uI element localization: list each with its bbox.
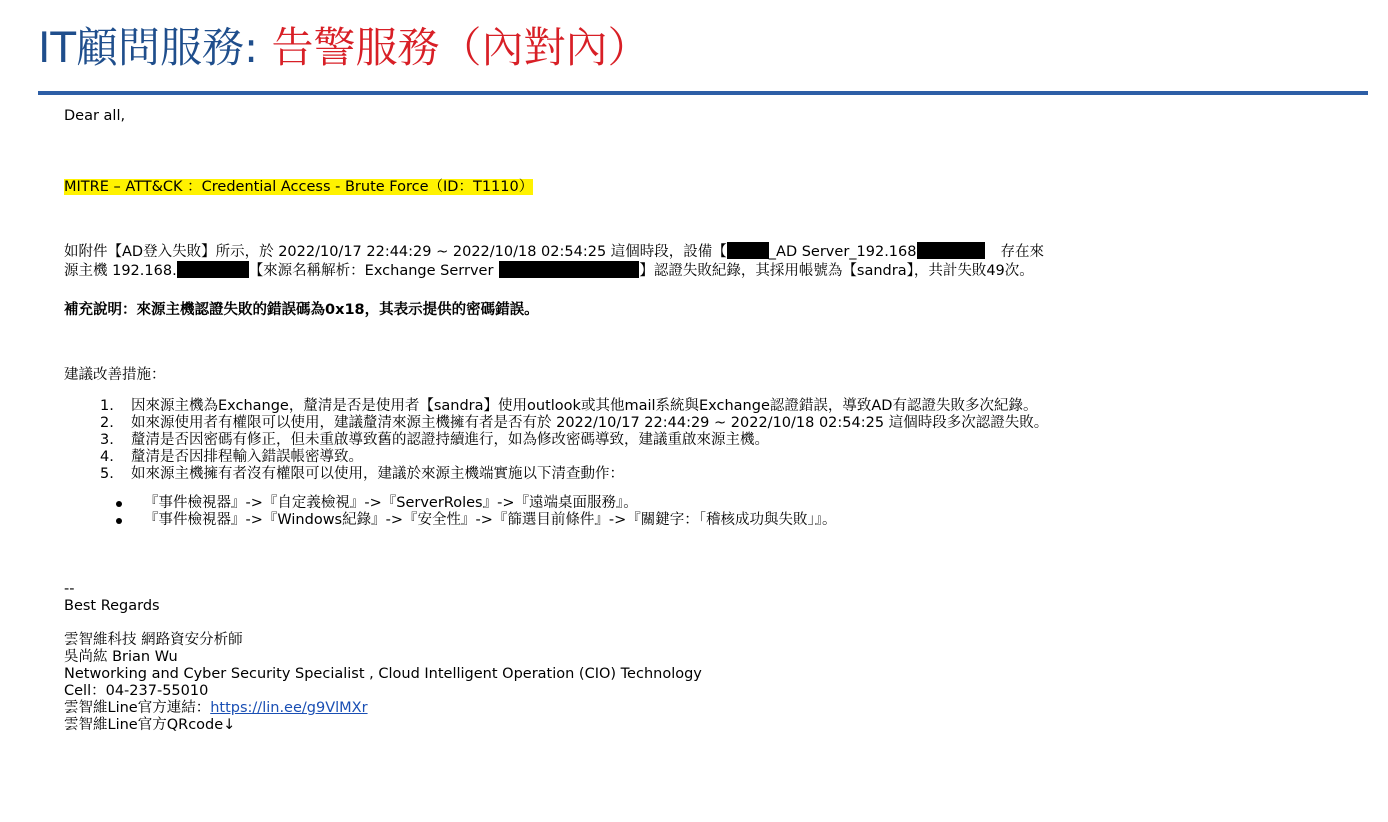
- redaction-block: [727, 242, 769, 259]
- title-highlight: 告警服務（內對內）: [271, 23, 650, 72]
- incident-line-1: [64, 242, 1374, 261]
- line-label: 雲智維Line官方連結：: [64, 700, 211, 716]
- signature-title-en: Networking and Cyber Security Specialist , Cloud Intelligent Operation (CIO) Technology: [64, 666, 702, 682]
- redaction-block: [917, 242, 985, 259]
- list-item: 『事件檢視器』->『Windows紀錄』->『安全性』->『篩選目前條件』->『關鍵字：「稽核成功與失敗」』。: [64, 512, 1374, 529]
- title-prefix: IT顧問服務:: [38, 23, 272, 72]
- signature-name: 吳尚紘 Brian Wu: [64, 649, 178, 665]
- redaction-block: [177, 261, 249, 278]
- email-body: [64, 108, 1374, 734]
- incident-text-3: 存在來: [1000, 244, 1044, 260]
- bullet-icon: [116, 518, 122, 524]
- list-item: 3. 釐清是否因密碼有修正，但未重啟導致舊的認證持續進行，如為修改密碼導致，建議重啟來源主機。: [100, 432, 769, 448]
- supplement-note: 補充說明：來源主機認證失敗的錯誤碼為0x18，其表示提供的密碼錯誤。: [64, 302, 539, 318]
- redaction-block: [499, 261, 639, 278]
- mitre-highlight: MITRE – ATT&CK ：Credential Access - Brute Force（ID：T1110）: [64, 179, 534, 195]
- signature-dashes: --: [64, 581, 75, 597]
- bullet-icon: [116, 501, 122, 507]
- list-item: 2. 如來源使用者有權限可以使用，建議釐清來源主機擁有者是否有於 2022/10/17 22:44:29 ~ 2022/10/18 02:54:25 這個時段多次認證失敗。: [100, 415, 1049, 431]
- greeting: Dear all,: [64, 108, 126, 124]
- mitre-line: [64, 179, 1374, 196]
- suggestions-list: [64, 398, 1374, 483]
- incident-line-2: [64, 261, 1374, 280]
- incident-text-4: 源主機 192.168.: [64, 263, 177, 279]
- line-link[interactable]: https://lin.ee/g9VlMXr: [210, 700, 368, 716]
- list-item: 5. 如來源主機擁有者沒有權限可以使用，建議於來源主機端實施以下清查動作：: [100, 466, 624, 482]
- signature-qr-label: 雲智維Line官方QRcode↓: [64, 717, 236, 733]
- signature-company-role: 雲智維科技 網路資安分析師: [64, 632, 243, 648]
- signature-cell: Cell：04-237-55010: [64, 683, 209, 699]
- incident-text-5: 【來源名稱解析：Exchange Serrver: [248, 263, 494, 279]
- incident-paragraph: [64, 242, 1374, 280]
- page-title: [38, 18, 650, 78]
- check-actions-list: [64, 495, 1374, 529]
- list-item: 1. 因來源主機為Exchange，釐清是否是使用者【sandra】使用outlook或其他mail系統與Exchange認證錯誤，導致AD有認證失敗多次紀錄。: [100, 398, 1038, 414]
- signature-regards: Best Regards: [64, 598, 160, 614]
- list-item: 『事件檢視器』->『自定義檢視』->『ServerRoles』->『遠端桌面服務』。: [64, 495, 1374, 512]
- incident-text-1: 如附件【AD登入失敗】所示，於 2022/10/17 22:44:29 ~ 2022/10/18 02:54:25 這個時段，設備【: [64, 244, 727, 260]
- incident-text-2: _AD Server_192.168: [768, 244, 917, 260]
- incident-text-6: 】認證失敗紀錄，其採用帳號為【sandra】，共計失敗49次。: [639, 263, 1034, 279]
- signature-line-row: [64, 700, 1374, 717]
- list-item: 4. 釐清是否因排程輸入錯誤帳密導致。: [100, 449, 363, 465]
- suggestions-title: 建議改善措施：: [64, 367, 166, 383]
- signature: [64, 581, 1374, 734]
- title-divider: [38, 91, 1368, 95]
